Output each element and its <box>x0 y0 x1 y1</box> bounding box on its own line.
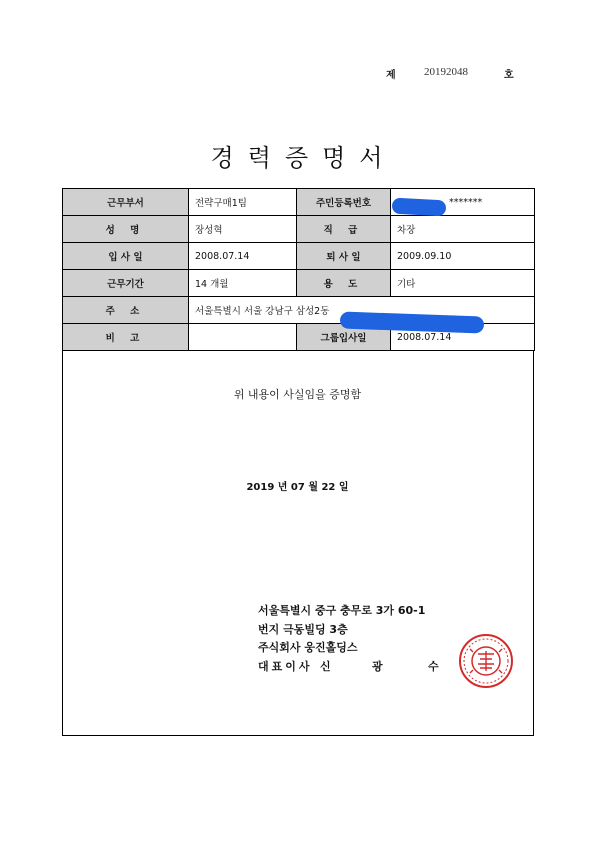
table-row <box>63 216 535 243</box>
doc-number-suffix: 호 <box>504 70 514 81</box>
table-row <box>63 270 535 297</box>
company-seal-icon <box>458 633 514 689</box>
doc-number-value: 20192048 <box>424 66 468 78</box>
ceo-title: 대표이사 <box>258 659 313 673</box>
rrn-value: ******* <box>391 189 535 216</box>
dept-value: 전략구매1팀 <box>189 189 297 216</box>
table-row <box>63 243 535 270</box>
leave-date-value: 2009.09.10 <box>391 243 535 270</box>
ceo-name-2: 광 <box>372 659 383 673</box>
rank-label: 직 급 <box>297 216 391 243</box>
group-join-label: 그룹입사일 <box>297 324 391 351</box>
period-value: 14 개월 <box>189 270 297 297</box>
doc-number-prefix: 제 <box>386 70 396 81</box>
issuer-block <box>258 602 439 676</box>
name-value: 장성혁 <box>189 216 297 243</box>
address-label: 주 소 <box>63 297 189 324</box>
leave-date-label: 퇴 사 일 <box>297 243 391 270</box>
group-join-value: 2008.07.14 <box>391 324 535 351</box>
note-value <box>189 324 297 351</box>
join-date-value: 2008.07.14 <box>189 243 297 270</box>
purpose-value: 기타 <box>391 270 535 297</box>
purpose-label: 용 도 <box>297 270 391 297</box>
issuer-address-line1: 서울특별시 중구 충무로 3가 60-1 <box>258 604 426 617</box>
rrn-label: 주민등록번호 <box>297 189 391 216</box>
issuer-address-line2: 번지 극동빌딩 3층 <box>258 622 348 636</box>
ceo-name-3: 수 <box>428 659 439 673</box>
certification-statement: 위 내용이 사실임을 증명함 <box>233 388 362 401</box>
note-label: 비 고 <box>63 324 189 351</box>
rank-value: 차장 <box>391 216 535 243</box>
ceo-name-1: 신 <box>320 659 331 673</box>
issuer-ceo <box>258 658 439 677</box>
period-label: 근무기간 <box>63 270 189 297</box>
join-date-label: 입 사 일 <box>63 243 189 270</box>
issuer-company: 주식회사 웅진홀딩스 <box>258 641 358 654</box>
address-value: 서울특별시 서울 강남구 삼성2동 <box>189 297 535 324</box>
name-label: 성 명 <box>63 216 189 243</box>
dept-label: 근무부서 <box>63 189 189 216</box>
issue-date: 2019 년 07 월 22 일 <box>246 482 349 493</box>
table-row <box>63 189 535 216</box>
rrn-redaction <box>392 198 447 217</box>
page-title: 경력증명서 <box>210 144 397 172</box>
